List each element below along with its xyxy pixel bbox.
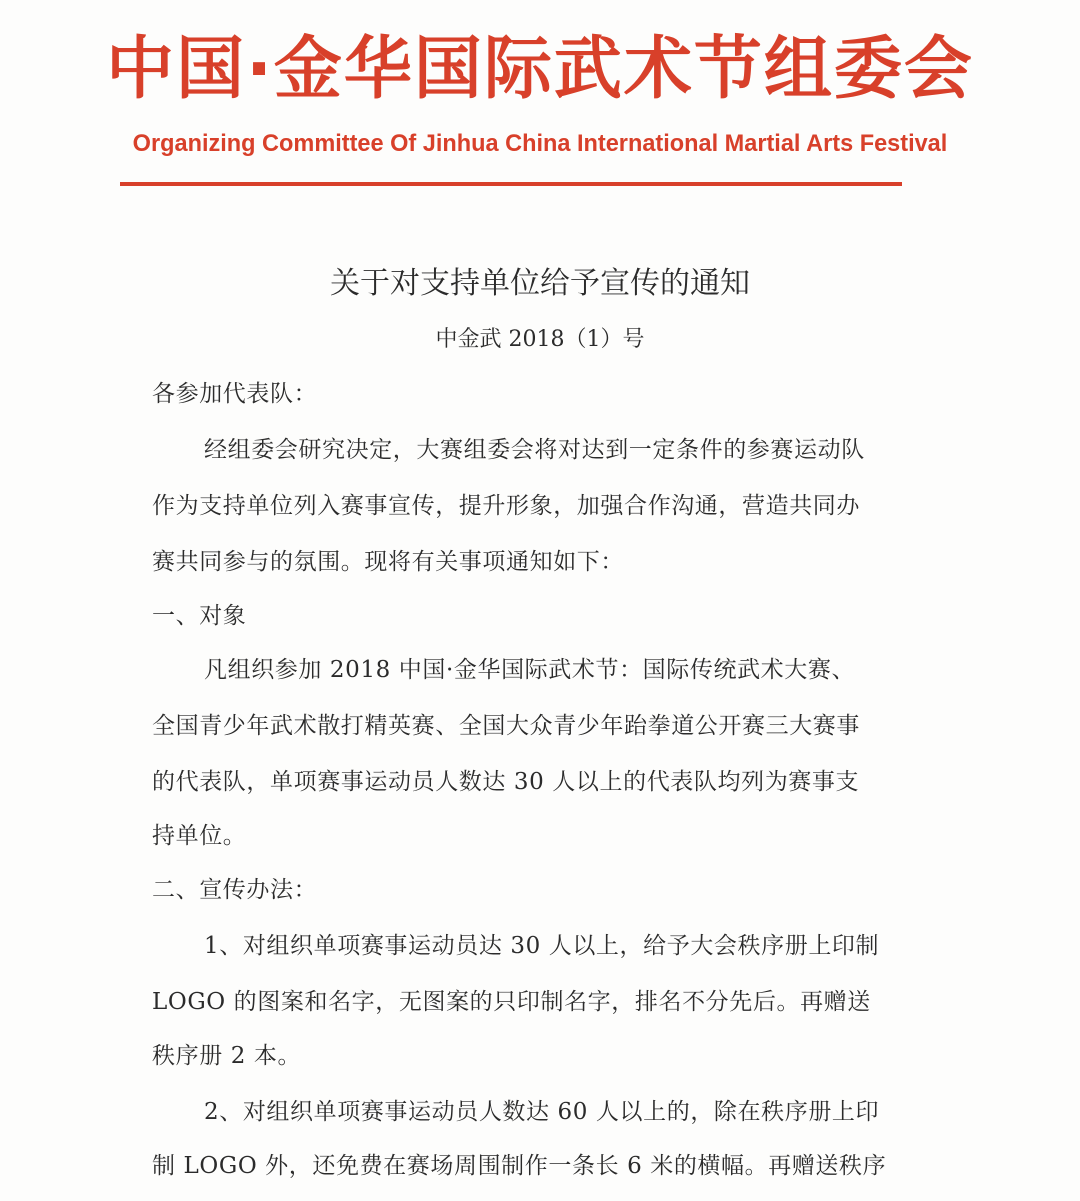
document-title: 关于对支持单位给予宣传的通知 — [330, 266, 750, 301]
item1-line: 1、对组织单项赛事运动员达 30 人以上，给予大会秩序册上印制 — [204, 933, 880, 959]
letterhead-title: 中国·金华国际武术节组委会 — [106, 30, 974, 109]
item2-line: 制 LOGO 外，还免费在赛场周围制作一条长 6 米的横幅。再赠送秩序 — [152, 1153, 887, 1179]
section1-line: 凡组织参加 2018 中国·金华国际武术节：国际传统武术大赛、 — [204, 657, 856, 683]
intro-line: 赛共同参与的氛围。现将有关事项通知如下： — [152, 549, 624, 575]
intro-line: 经组委会研究决定，大赛组委会将对达到一定条件的参赛运动队 — [204, 437, 865, 463]
section1-line: 全国青少年武术散打精英赛、全国大众青少年跆拳道公开赛三大赛事 — [152, 713, 860, 739]
item1-line: 秩序册 2 本。 — [152, 1043, 302, 1069]
item1-line: LOGO 的图案和名字，无图案的只印制名字，排名不分先后。再赠送 — [152, 989, 871, 1015]
intro-line: 作为支持单位列入赛事宣传，提升形象，加强合作沟通，营造共同办 — [152, 493, 860, 519]
letterhead-divider — [120, 182, 902, 186]
section1-line: 的代表队，单项赛事运动员人数达 30 人以上的代表队均列为赛事支 — [152, 769, 860, 795]
section-heading: 二、宣传办法： — [152, 877, 318, 903]
section1-line: 持单位。 — [152, 823, 247, 849]
document-number: 中金武 2018（1）号 — [435, 327, 645, 352]
section-heading: 一、对象 — [152, 603, 247, 629]
letterhead-subtitle: Organizing Committee Of Jinhua China International Martial Arts Festival — [132, 130, 948, 157]
item2-line: 2、对组织单项赛事运动员人数达 60 人以上的，除在秩序册上印 — [204, 1099, 880, 1125]
salutation: 各参加代表队： — [152, 381, 318, 407]
